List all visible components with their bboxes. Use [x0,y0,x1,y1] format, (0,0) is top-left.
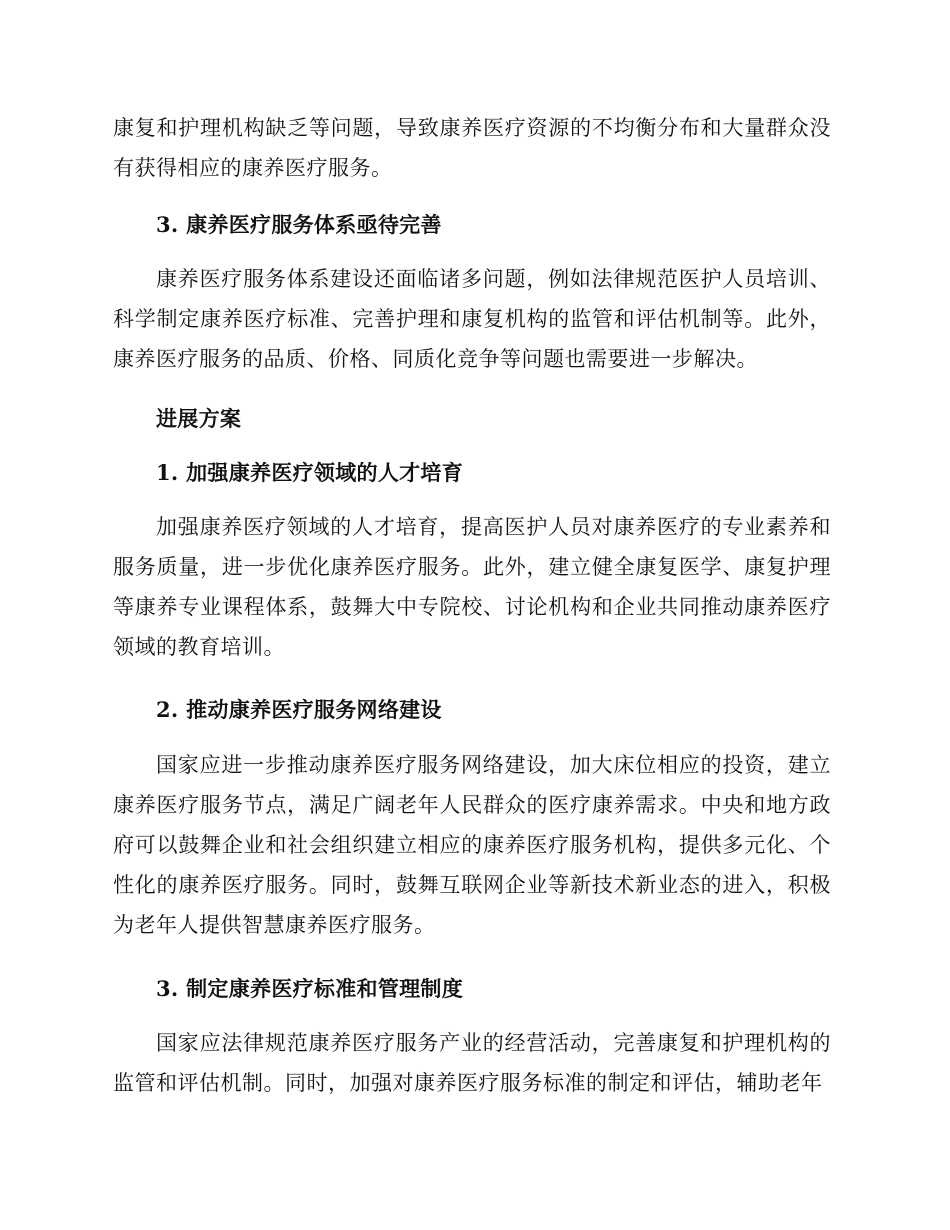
paragraph-plan-3: 国家应法律规范康养医疗服务产业的经营活动，完善康复和护理机构的监管和评估机制。同时，加强对康养医疗服务标准的制定和评估，辅助老年 [113,1031,831,1095]
paragraph-plan-1: 加强康养医疗领域的人才培育，提高医护人员对康养医疗的专业素养和服务质量，进一步优化康养医疗服务。此外，建立健全康复医学、康复护理等康养专业课程体系，鼓舞大中专院校、讨论机构和企业共同推动康养医疗领域的教育培训。 [113,515,831,659]
heading-plan-1: 1. 加强康养医疗领域的人才培育 [156,460,464,485]
heading-plan-3: 3. 制定康养医疗标准和管理制度 [156,976,464,1001]
paragraph-continued: 康复和护理机构缺乏等问题，导致康养医疗资源的不均衡分布和大量群众没有获得相应的康养医疗服务。 [113,116,831,180]
heading-plan: 进展方案 [156,406,242,431]
heading-plan-2: 2. 推动康养医疗服务网络建设 [156,697,442,722]
paragraph-problem-3: 康养医疗服务体系建设还面临诸多问题，例如法律规范医护人员培训、科学制定康养医疗标准、完善护理和康复机构的监管和评估机制等。此外，康养医疗服务的品质、价格、同质化竞争等问题也需要进一步解决。 [113,267,831,371]
heading-problem-3: 3. 康养医疗服务体系亟待完善 [156,212,442,237]
paragraph-plan-2: 国家应进一步推动康养医疗服务网络建设，加大床位相应的投资，建立康养医疗服务节点，满足广阔老年人民群众的医疗康养需求。中央和地方政府可以鼓舞企业和社会组织建立相应的康养医疗服务机构，提供多元化、个性化的康养医疗服务。同时，鼓舞互联网企业等新技术新业态的进入，积极为老年人提供智慧康养医疗服务。 [113,753,831,937]
